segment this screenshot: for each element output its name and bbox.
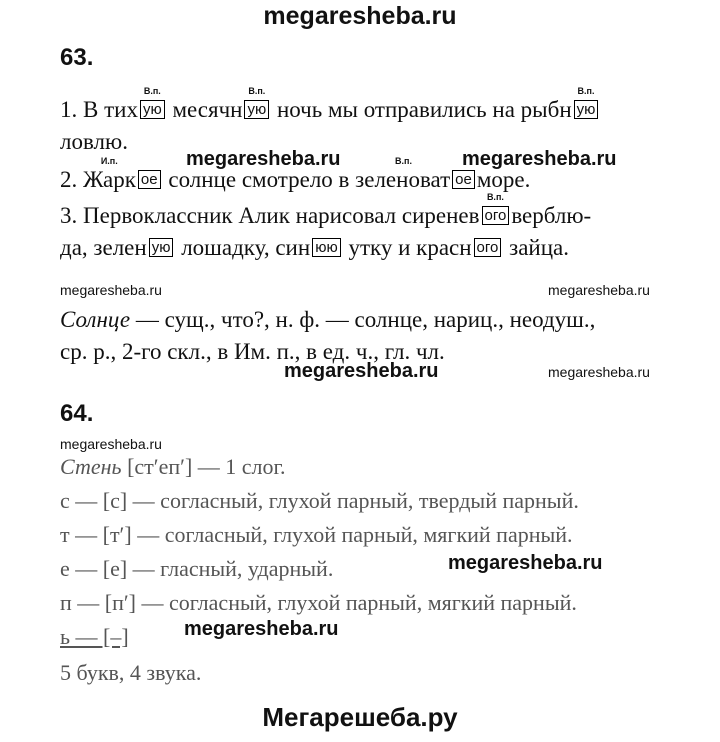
ending-text: ое	[455, 171, 472, 188]
ending-box	[100, 156, 161, 189]
ending-text: ую	[142, 101, 162, 118]
ending-box	[140, 86, 165, 119]
ending-text: юю	[315, 239, 338, 256]
ending-box	[149, 238, 174, 257]
watermark-inline: megaresheba.ru	[462, 148, 617, 170]
exercise-number-63: 63.	[60, 44, 94, 71]
sentence-1-line-2: ловлю.	[60, 129, 128, 154]
ending-text: ую	[151, 239, 171, 256]
ending-text: ую	[247, 101, 267, 118]
watermark-small: megaresheba.ru	[60, 282, 162, 298]
phonetic-header	[60, 454, 286, 480]
sentence-1-line-1	[60, 86, 600, 124]
watermark-small: megaresheba.ru	[60, 436, 162, 452]
phonetic-row: т — [т′] — согласный, глухой парный, мягкий парный.	[60, 522, 573, 547]
sentence-text: утку и красн	[348, 235, 472, 260]
exercise-number-64: 64.	[60, 400, 94, 427]
ending-box	[482, 192, 510, 225]
sentence-text: лошадку, син	[181, 235, 311, 260]
case-label: И.п.	[100, 156, 118, 166]
watermark-small: megaresheba.ru	[548, 364, 650, 380]
ending-box	[312, 238, 341, 257]
watermark-inline: megaresheba.ru	[284, 360, 439, 382]
watermark-inline: megaresheba.ru	[184, 618, 339, 640]
sentence-text: да, зелен	[60, 235, 147, 260]
parse-text: — сущ., что?, н. ф. — солнце, нариц., неодуш.,	[135, 307, 596, 332]
case-label: В.п.	[395, 156, 412, 166]
sentence-text: солнце смотрело в зеленоват	[168, 167, 451, 192]
sentence-text: зайца.	[509, 235, 569, 260]
sentence-text: месячн	[172, 97, 243, 122]
sentence-text: море.	[476, 167, 531, 192]
phonetic-summary: 5 букв, 4 звука.	[60, 660, 202, 685]
sentence-3-line-2	[60, 234, 569, 262]
analyzed-word: Стень	[60, 454, 122, 479]
watermark-inline: megaresheba.ru	[186, 148, 341, 170]
morphological-parse-line-2: ср. р., 2-го скл., в Им. п., в ед. ч., гл. чл.	[60, 339, 445, 364]
parsed-word: Солнце	[60, 307, 131, 332]
sentence-text: 1. В тих	[60, 97, 138, 122]
case-label: В.п.	[248, 86, 266, 96]
ending-box	[574, 86, 599, 119]
case-label: В.п.	[143, 86, 161, 96]
case-label: В.п.	[486, 192, 504, 202]
phonetic-row-soft-sign: ь — [–]	[60, 624, 129, 649]
sentence-text: 3. Первоклассник Алик нарисовал сиренев	[60, 203, 480, 228]
transcription: [ст′еп′] — 1 слог.	[127, 454, 286, 479]
sentence-text: ночь мы отправились на рыбн	[276, 97, 572, 122]
morphological-parse-line-1	[60, 306, 595, 334]
phonetic-row: п — [п′] — согласный, глухой парный, мягкий парный.	[60, 590, 577, 615]
ending-text: ого	[476, 239, 499, 256]
ending-box	[474, 238, 502, 257]
ending-text: ого	[484, 207, 507, 224]
watermark-bottom: Мегарешеба.ру	[262, 702, 458, 732]
sentence-text: 2. Жарк	[60, 167, 136, 192]
sentence-3-line-1	[60, 192, 592, 230]
sentence-text: верблю-	[511, 203, 592, 228]
case-label: В.п.	[577, 86, 595, 96]
ending-box	[244, 86, 269, 119]
ending-text: ую	[576, 101, 596, 118]
watermark-top: megaresheba.ru	[263, 2, 457, 30]
watermark-inline: megaresheba.ru	[448, 552, 603, 574]
watermark-small: megaresheba.ru	[548, 282, 650, 298]
ending-text: ое	[140, 171, 158, 188]
ending-box	[395, 156, 475, 189]
phonetic-row: с — [с] — согласный, глухой парный, твердый парный.	[60, 488, 579, 513]
phonetic-row: е — [е] — гласный, ударный.	[60, 556, 334, 581]
